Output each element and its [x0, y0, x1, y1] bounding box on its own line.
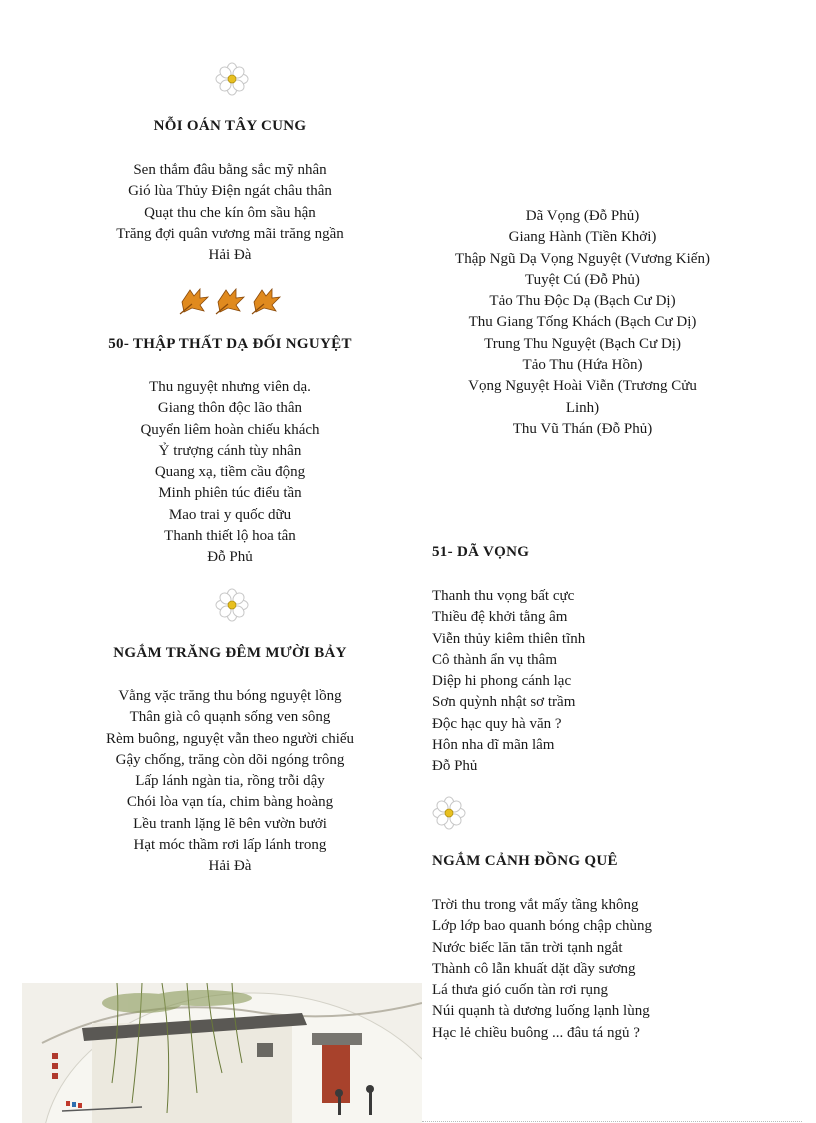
poem-title: 51- DÃ VỌNG: [432, 544, 530, 560]
poem-body: [80, 377, 380, 569]
poem-line: Lấp lánh ngàn tia, rồng trỗi dậy: [135, 773, 325, 790]
poem-line: Thiều đệ khởi tằng âm: [432, 609, 568, 626]
poem-line: Quạt thu che kín ôm sầu hận: [144, 204, 316, 221]
list-item: Thu Giang Tống Khách (Bạch Cư Dị): [468, 314, 697, 331]
flower-icon: [215, 62, 249, 96]
list-item: Giang Hành (Tiền Khởi): [508, 229, 657, 246]
list-item: Thu Vũ Thán (Đỗ Phủ): [512, 420, 653, 437]
poem-body: [432, 895, 652, 1044]
related-poems-list: [420, 206, 745, 440]
poem-line: Quyển liêm hoàn chiếu khách: [140, 421, 320, 438]
poem-line: Gió lùa Thủy Điện ngát châu thân: [128, 183, 332, 200]
poem-line: Núi quạnh tà dương luống lạnh lùng: [432, 1003, 650, 1020]
poem-line: Thanh thu vọng bất cực: [432, 588, 575, 604]
autumn-leaves-icon: [178, 284, 288, 316]
poem-line: Thành cô lẫn khuất dặt dầy sương: [432, 960, 636, 977]
list-item: Thập Ngũ Dạ Vọng Nguyệt (Vương Kiến): [455, 250, 710, 267]
poem-line: Rèm buông, nguyệt vẫn theo người chiếu: [105, 730, 355, 747]
poem-line: Trời thu trong vắt mấy tầng không: [432, 897, 639, 913]
poem-line: Sen thắm đâu bằng sắc mỹ nhân: [133, 162, 327, 178]
poem-line: Chói lòa vạn tía, chim bàng hoàng: [126, 794, 334, 811]
list-item: Tảo Thu Độc Dạ (Bạch Cư Dị): [489, 293, 676, 310]
poem-line: Lá thưa gió cuốn tàn rơi rụng: [432, 982, 609, 999]
poem-title: NỖI OÁN TÂY CUNG: [153, 118, 307, 134]
poem-line: Thanh thiết lộ hoa tân: [164, 528, 296, 545]
poem-line: Lớp lớp bao quanh bóng chập chùng: [432, 918, 652, 935]
poem-line: Gậy chống, trăng còn dõi ngóng trông: [115, 751, 345, 768]
poem-line: Vằng vặc trăng thu bóng nguyệt lồng: [118, 688, 342, 704]
poem-line: Minh phiên túc điểu tần: [158, 485, 302, 502]
list-item: Linh): [565, 399, 600, 416]
list-item: Tuyệt Cú (Đỗ Phủ): [525, 271, 640, 288]
poem-author: Đỗ Phủ: [207, 549, 253, 566]
poem-line: Thu nguyệt nhưng viên dạ.: [149, 379, 311, 395]
poem-line: Sơn quỳnh nhật sơ trầm: [432, 694, 576, 711]
poem-line: Diệp hi phong cánh lạc: [432, 673, 572, 690]
poem-title: NGẮM CẢNH ĐỒNG QUÊ: [432, 853, 618, 869]
list-item: Trung Thu Nguyệt (Bạch Cư Dị): [484, 335, 681, 352]
poem-line: Viễn thủy kiêm thiên tĩnh: [432, 630, 586, 647]
poem-title: 50- THẬP THẤT DẠ ĐỐI NGUYỆT: [108, 336, 352, 352]
poem-line: Độc hạc quy hà văn ?: [432, 715, 562, 732]
poem-line: Thân già cô quạnh sống ven sông: [129, 709, 331, 726]
poem-body: [432, 586, 585, 778]
poem-author: Hải Đà: [208, 858, 252, 875]
list-item: Tảo Thu (Hứa Hồn): [522, 357, 643, 374]
poem-author: Hải Đà: [208, 247, 252, 264]
poem-line: Hạc lẻ chiều buông ... đâu tá ngủ ?: [432, 1024, 640, 1041]
poem-title: NGẮM TRĂNG ĐÊM MƯỜI BẢY: [113, 645, 347, 661]
list-item: Vọng Nguyệt Hoài Viễn (Trương Cửu: [468, 378, 697, 395]
poem-line: Trăng đợi quân vương mãi trăng ngần: [116, 225, 344, 242]
poem-line: Mao trai y quốc dữu: [168, 506, 292, 523]
list-item: Dã Vọng (Đỗ Phủ): [525, 208, 640, 224]
poem-line: Nước biếc lăn tăn trời tạnh ngắt: [432, 939, 623, 956]
poem-line: Hôn nha dĩ mãn lâm: [432, 737, 555, 754]
page-bottom-divider: [422, 1121, 802, 1122]
poem-line: Ỷ trượng cánh tùy nhân: [158, 442, 302, 459]
poem-line: Lều tranh lặng lẽ bên vườn bưởi: [133, 815, 327, 832]
poem-author: Đỗ Phủ: [432, 758, 478, 775]
poem-line: Giang thôn độc lão thân: [157, 400, 303, 417]
ink-painting-image: [22, 983, 422, 1123]
poem-line: Quang xạ, tiềm cầu động: [154, 464, 306, 481]
poem-body: [70, 686, 390, 878]
poem-line: Hạt móc thầm rơi lấp lánh trong: [133, 837, 327, 854]
poem-line: Cô thành ẩn vụ thâm: [432, 651, 557, 668]
flower-icon: [432, 796, 466, 830]
poem-body: [80, 160, 380, 266]
flower-icon: [215, 588, 249, 622]
